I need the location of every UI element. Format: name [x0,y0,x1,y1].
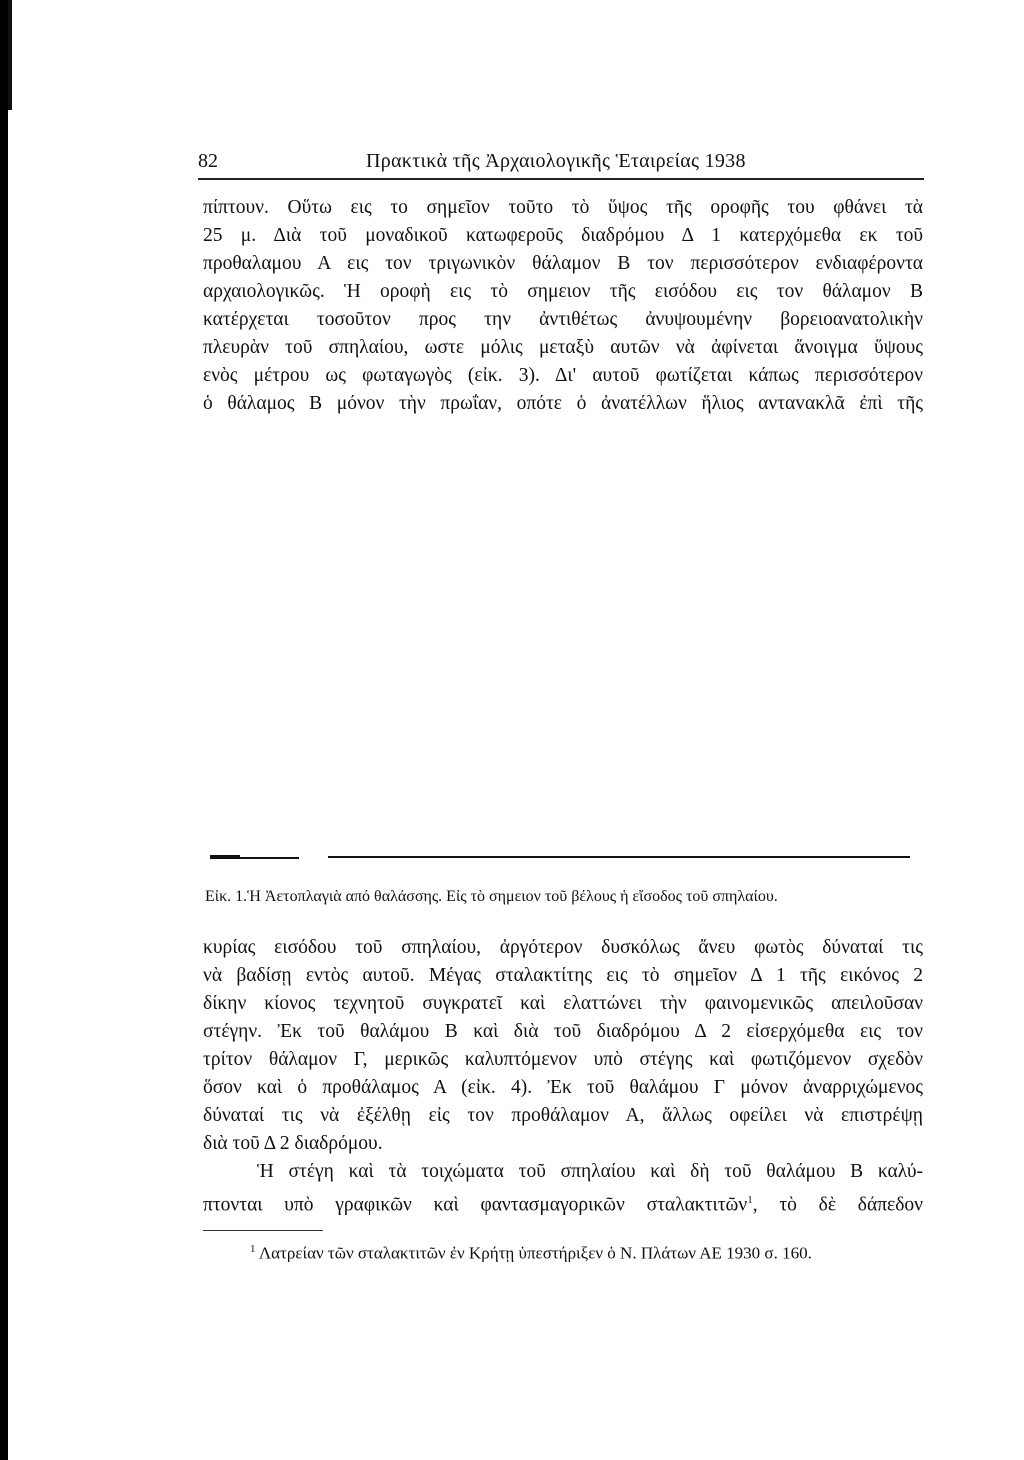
text-line: 25 μ. Διὰ τοῦ μοναδικοῦ κατωφεροῦς διαδρόμου Δ 1 κατερχόμεθα εκ τοῦ [203,225,923,246]
text-line: ὁ θάλαμος Β μόνον τὴν πρωΐαν, οπότε ὁ ἀνατέλλων ἥλιος ανταvακλᾶ ἐπὶ τῆς [203,393,923,414]
footnote-marker: 1 [250,1243,256,1255]
footnote [250,1243,930,1264]
text-line: αρχαιολογικῶς. Ἡ οροφὴ εις τὸ σημειον τῆς εισόδου εις τον θάλαμον Β [203,281,923,302]
text-line: νὰ βαδίσῃ εντὸς αυτοῦ. Μέγας σταλακτίτης εις τὸ σημεῖον Δ 1 τῆς εικόνος 2 [203,965,923,986]
header-rule [198,178,924,180]
text-line: ενὸς μέτρου ως φωταγωγὸς (εἰκ. 3). Δι' αυτοῦ φωτίζεται κάπως περισσότερον [203,365,923,386]
text-line: δίκην κίονος τεχνητοῦ συγκρατεῖ καὶ ελαττώνει τὴν φαινομενικῶς απειλοῦσαν [203,993,923,1014]
paragraph-1 [203,194,923,418]
footnote-text: Λατρείαν τῶν σταλακτιτῶν ἐν Κρήτῃ ὑπεστήριξεν ὁ Ν. Πλάτων ΑΕ 1930 σ. 160. [258,1243,812,1263]
running-title: Πρακτικὰ τῆς Ἀρχαιολογικῆς Ἑταιρείας 1938 [366,150,746,172]
text-line: διὰ τοῦ Δ 2 διαδρόμου. [203,1133,383,1154]
text-segment: , τὸ δὲ δάπεδον [752,1194,923,1216]
text-line: πλευρὰν τοῦ σπηλαίου, ωστε μόλις μεταξὺ αυτῶν νὰ ἀφίνεται ἄνοιγμα ὕψους [203,337,923,358]
text-line [203,1186,923,1214]
scan-edge-mark [8,0,12,110]
paragraph-3 [203,1158,923,1214]
footnote-reference: 1 [747,1194,753,1206]
text-line: προθαλαμου Α εις τον τριγωνικὸν θάλαμον Β τον περισσότερον ενδιαφέροντα [203,253,923,274]
text-line: κατέρχεται τοσοῦτον προς την ἀντιθέτως ἀνυψουμένην βορειοανατολικὴν [203,309,923,330]
text-line: πίπτουν. Οὕτω εις το σημεῖον τοῦτο τὸ ὕψος τῆς οροφῆς του φθάνει τὰ [203,197,923,218]
text-line: τρίτον θάλαμον Γ, μερικῶς καλυπτόμενον υπὸ στέγης καὶ φωτιζόμενον σχεδὸν [203,1049,923,1070]
figure-caption: Εἰκ. 1.Ἡ Ἀετοπλαγιὰ από θαλάσσης. Εἰς τὸ σημειον τοῦ βέλους ἡ εἴσοδος τοῦ σπηλαίου. [205,888,778,905]
figure-bottom-edge [214,857,299,859]
text-line: δύναταί τις νὰ ἐξέλθῃ εἰς τον προθάλαμον Α, ἄλλως οφείλει νὰ επιστρέψῃ [203,1105,923,1126]
page-number: 82 [198,150,218,172]
text-line: κυρίας εισόδου τοῦ σπηλαίου, ἀργότερον δυσκόλως ἄνευ φωτὸς δύναταί τις [203,937,923,958]
text-line: ὅσον καὶ ὁ προθάλαμος Α (εἰκ. 4). Ἐκ τοῦ θαλάμου Γ μόνον ἀναρριχώμενος [203,1077,923,1098]
page-header [198,150,910,178]
footnote-rule [203,1230,323,1231]
paragraph-2 [203,934,923,1158]
figure-photo-area [210,470,910,850]
figure-bottom-edge [328,856,910,858]
text-line: Ἡ στέγη καὶ τὰ τοιχώματα τοῦ σπηλαίου καὶ δὴ τοῦ θαλάμου Β καλύ- [257,1161,923,1182]
text-segment: πτονται υπὸ γραφικῶν καὶ φαντασμαγορικῶν σταλακτιτῶν [203,1194,748,1216]
text-line: στέγην. Ἐκ τοῦ θαλάμου Β καὶ διὰ τοῦ διαδρόμου Δ 2 εἰσερχόμεθα εις τον [203,1021,923,1042]
